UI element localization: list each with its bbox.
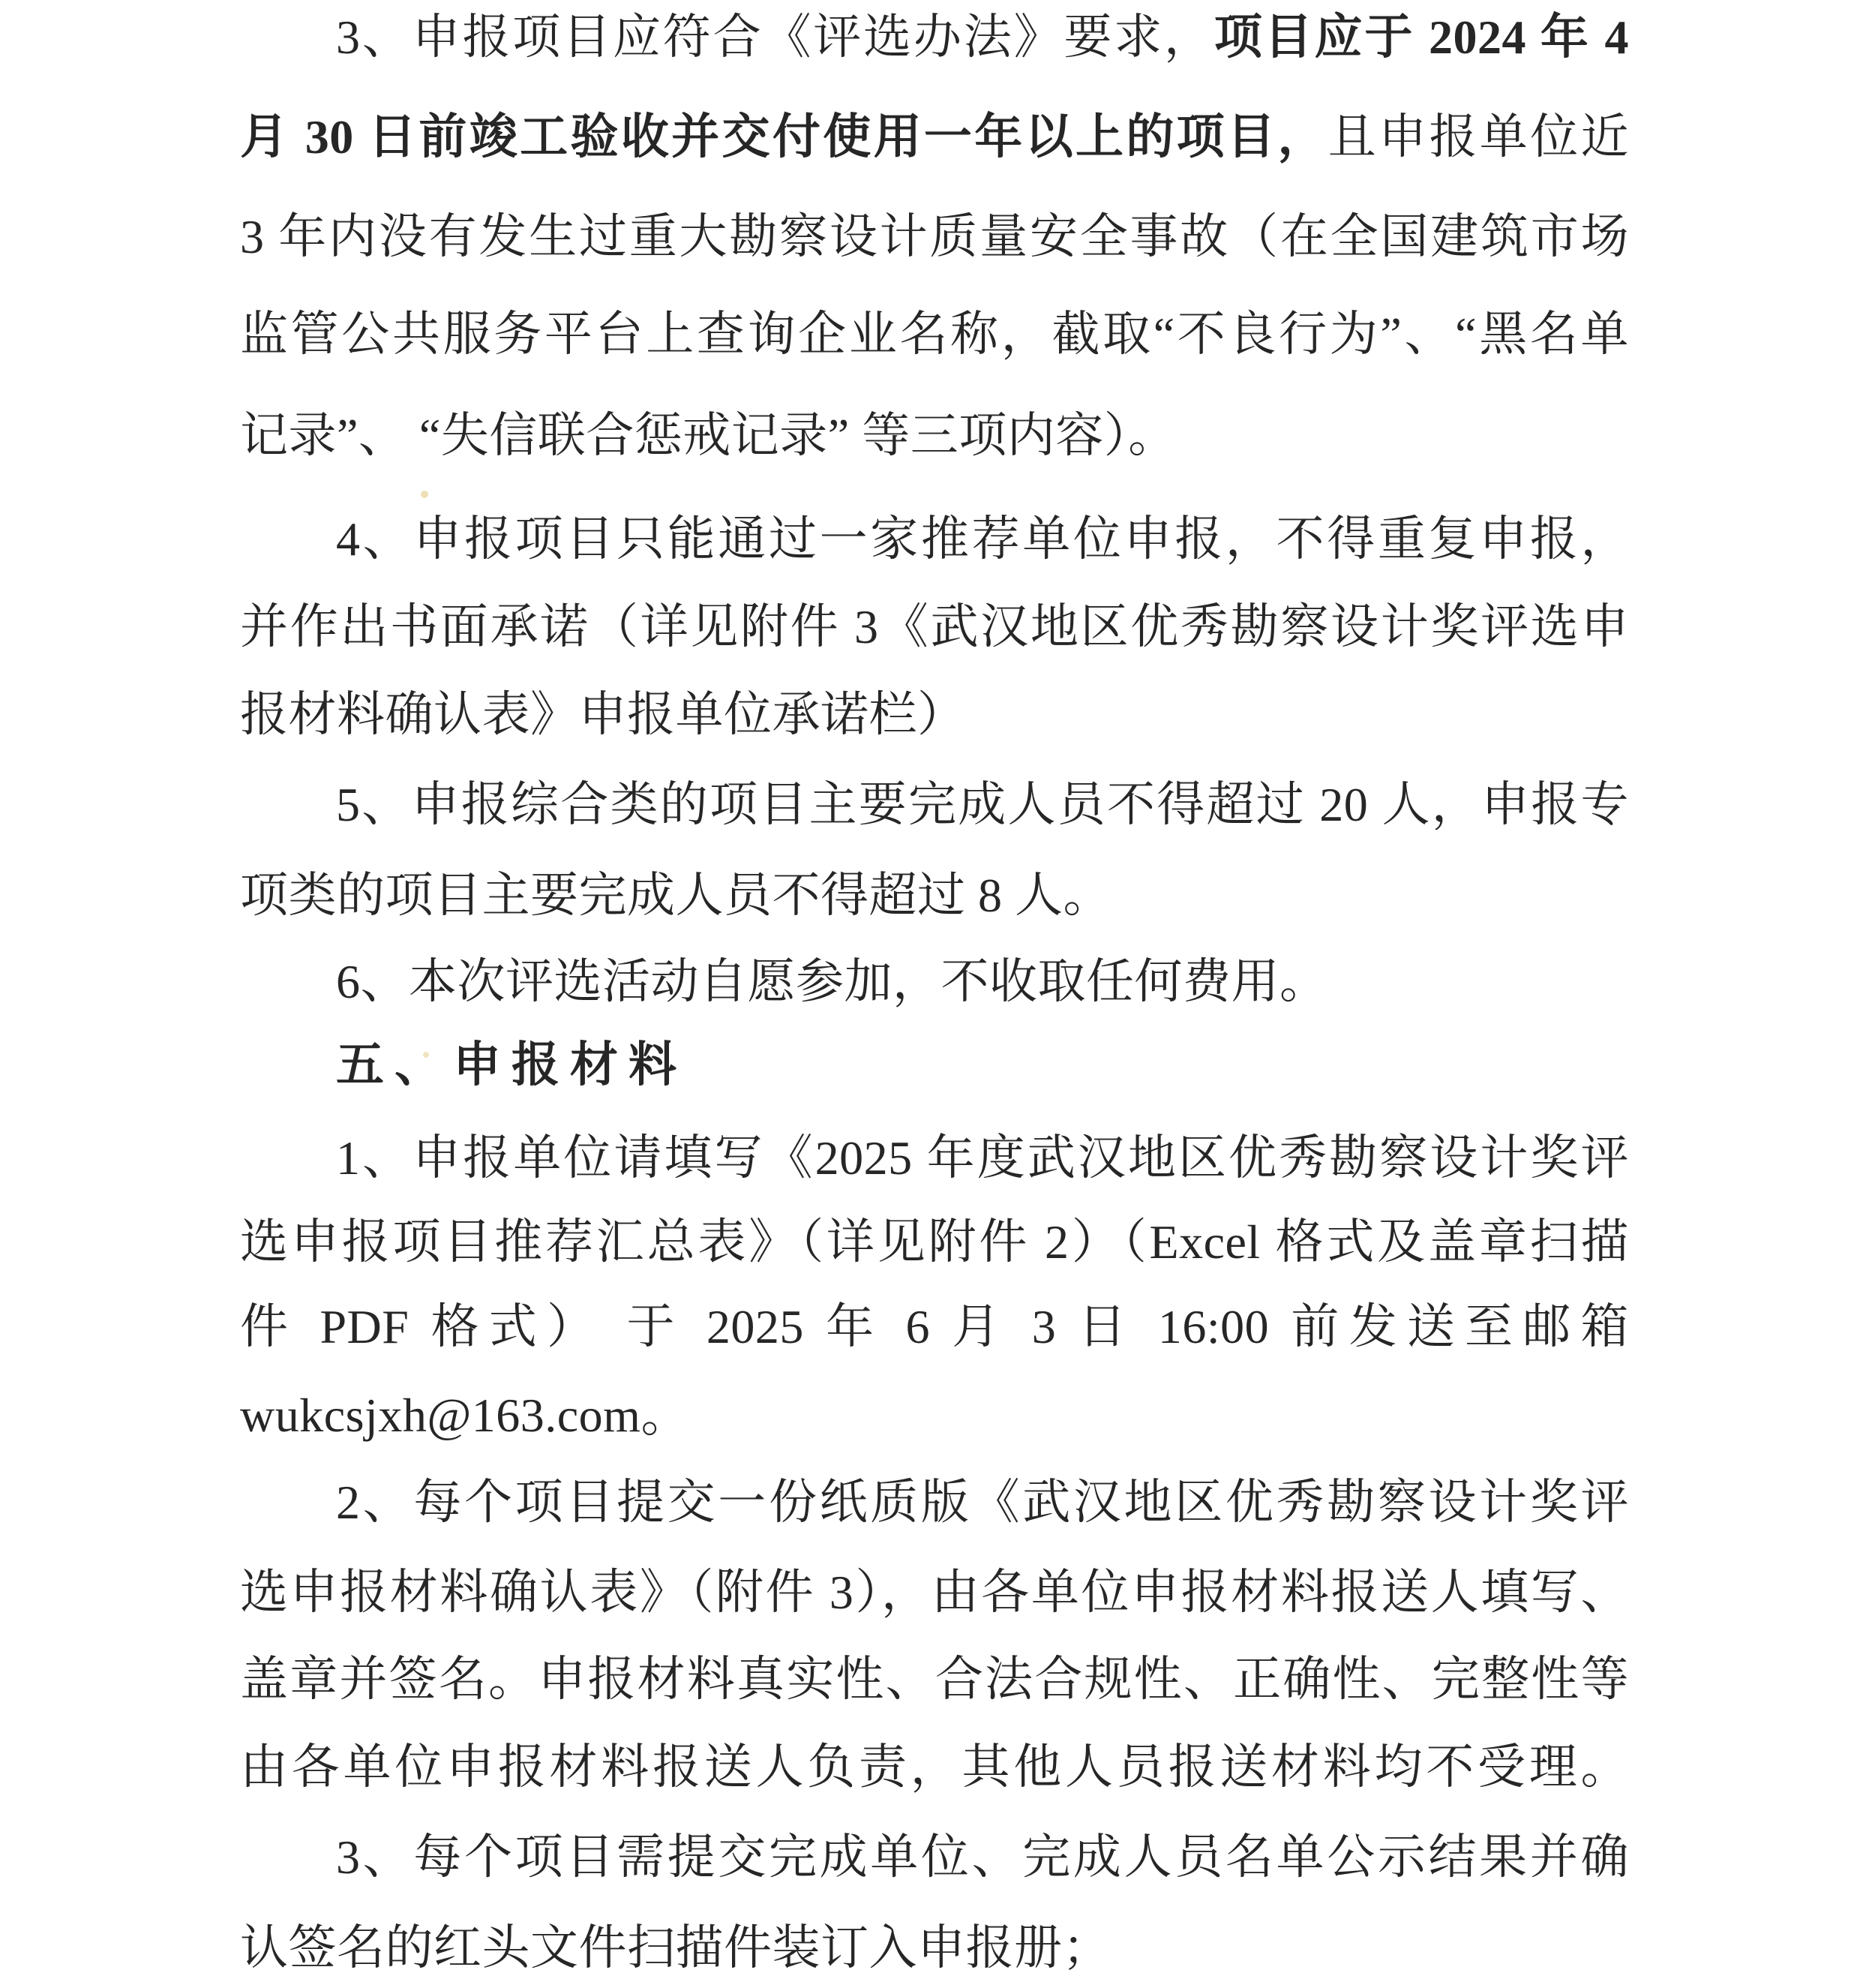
text-segment: 由各单位申报材料报送人负责，其他人员报送材料均不受理。 xyxy=(240,1740,1629,1794)
text-line-22 xyxy=(240,1920,1629,1977)
text-line-20 xyxy=(240,1739,1629,1796)
text-line-13 xyxy=(240,1130,1629,1187)
text-line-17 xyxy=(240,1474,1629,1531)
text-segment: 3、每个项目需提交完成单位、完成人员名单公示结果并确 xyxy=(336,1830,1629,1884)
text-line-6 xyxy=(240,511,1629,568)
text-segment: 监管公共服务平台上查询企业名称，截取“不良行为”、“黑名单 xyxy=(240,308,1629,361)
text-segment: 五、申报材料 xyxy=(336,1038,687,1092)
scan-speck xyxy=(421,491,428,498)
text-line-3 xyxy=(240,209,1629,266)
text-line-9 xyxy=(240,776,1629,833)
text-line-10 xyxy=(240,867,1629,924)
text-segment: 件 PDF 格式） 于 2025 年 6 月 3 日 16:00 前发送至邮箱 xyxy=(240,1300,1629,1353)
text-segment: 3、申报项目应符合《评选办法》要求， xyxy=(336,11,1214,64)
text-line-16 xyxy=(240,1387,1629,1444)
text-line-11 xyxy=(240,953,1629,1011)
text-segment: 6、本次评选活动自愿参加，不收取任何费用。 xyxy=(336,955,1328,1008)
text-line-2 xyxy=(240,109,1629,166)
text-segment: 认签名的红头文件扫描件装订入申报册； xyxy=(240,1921,1111,1974)
text-segment: 盖章并签名。申报材料真实性、合法合规性、正确性、完整性等 xyxy=(240,1653,1629,1706)
text-line-5 xyxy=(240,407,1629,464)
text-segment: 1、申报单位请填写《2025 年度武汉地区优秀勘察设计奖评 xyxy=(336,1131,1629,1185)
text-line-4 xyxy=(240,306,1629,363)
text-segment: 项类的项目主要完成人员不得超过 8 人。 xyxy=(240,869,1112,922)
text-segment: 报材料确认表》申报单位承诺栏） xyxy=(240,688,966,741)
text-segment: 4、申报项目只能通过一家推荐单位申报，不得重复申报， xyxy=(336,512,1629,566)
text-segment: 3 年内没有发生过重大勘察设计质量安全事故（在全国建筑市场 xyxy=(240,210,1629,263)
text-segment: 选申报项目推荐汇总表》（详见附件 2）（Excel 格式及盖章扫描 xyxy=(240,1215,1629,1269)
text-line-15 xyxy=(240,1299,1629,1356)
text-segment: 5、申报综合类的项目主要完成人员不得超过 20 人，申报专 xyxy=(336,778,1629,831)
text-line-18 xyxy=(240,1564,1629,1621)
text-segment: 月 30 日前竣工验收并交付使用一年以上的项目， xyxy=(240,110,1328,164)
text-line-1 xyxy=(240,9,1629,66)
text-line-7 xyxy=(240,599,1629,656)
text-line-14 xyxy=(240,1214,1629,1271)
text-segment: wukcsjxh@163.com。 xyxy=(240,1389,689,1442)
text-segment: 记录”、 “失信联合惩戒记录” 等三项内容）。 xyxy=(240,409,1177,462)
text-segment: 项目应于 2024 年 4 xyxy=(1214,11,1630,64)
text-line-21 xyxy=(240,1829,1629,1886)
text-line-8 xyxy=(240,686,1629,743)
text-segment: 选申报材料确认表》（附件 3），由各单位申报材料报送人填写、 xyxy=(240,1566,1629,1619)
text-line-12 xyxy=(240,1036,1629,1093)
text-segment: 并作出书面承诺（详见附件 3《武汉地区优秀勘察设计奖评选申 xyxy=(240,600,1629,653)
text-segment: 2、每个项目提交一份纸质版《武汉地区优秀勘察设计奖评 xyxy=(336,1476,1629,1529)
text-line-19 xyxy=(240,1651,1629,1708)
text-segment: 且申报单位近 xyxy=(1328,110,1630,164)
